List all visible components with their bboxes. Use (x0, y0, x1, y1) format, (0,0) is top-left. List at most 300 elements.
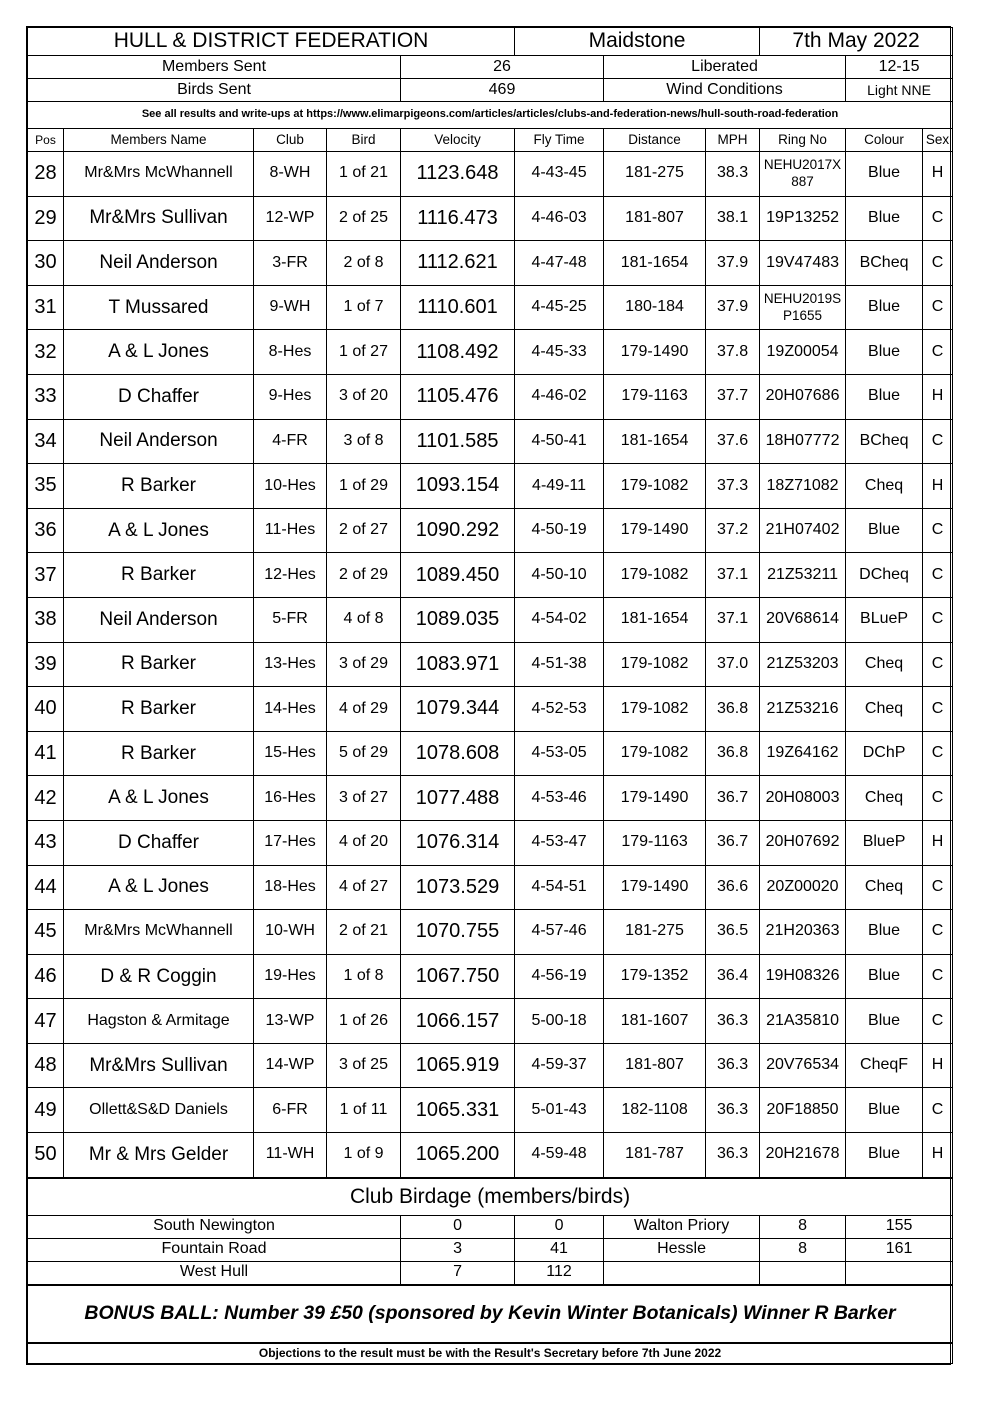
wind-value: Light NNE (846, 79, 953, 102)
col-name: Members Name (64, 129, 254, 152)
club-code: 11-WH (254, 1133, 327, 1178)
fly-time: 4-59-48 (515, 1133, 604, 1178)
birdage-club: South Newington (28, 1215, 401, 1238)
bird-colour: BCheq (846, 241, 923, 286)
ring-number: 21H07402 (760, 508, 846, 553)
bird-sex: C (923, 642, 953, 687)
result-row (28, 152, 953, 197)
bird-sex: C (923, 241, 953, 286)
bird-count: 1 of 29 (327, 464, 401, 509)
club-code: 16-Hes (254, 776, 327, 821)
ring-number: 20H21678 (760, 1133, 846, 1178)
fly-time: 4-52-53 (515, 687, 604, 732)
birdage-club: West Hull (28, 1261, 401, 1285)
birdage-members: 0 (401, 1215, 515, 1238)
fly-time: 5-01-43 (515, 1088, 604, 1133)
distance: 181-807 (604, 196, 706, 241)
velocity: 1076.314 (401, 820, 515, 865)
distance: 179-1163 (604, 820, 706, 865)
velocity: 1065.331 (401, 1088, 515, 1133)
distance: 179-1082 (604, 731, 706, 776)
bird-count: 3 of 25 (327, 1043, 401, 1088)
row-pos: 38 (28, 597, 64, 642)
bird-count: 3 of 27 (327, 776, 401, 821)
row-pos: 50 (28, 1133, 64, 1178)
bird-sex: C (923, 999, 953, 1044)
liberated-value: 12-15 (846, 56, 953, 79)
bird-sex: H (923, 1133, 953, 1178)
mph: 36.3 (706, 999, 760, 1044)
ring-number: NEHU2019S P1655 (760, 285, 846, 330)
result-row (28, 464, 953, 509)
distance: 181-1654 (604, 419, 706, 464)
result-row (28, 776, 953, 821)
row-pos: 33 (28, 374, 64, 419)
club-code: 3-FR (254, 241, 327, 286)
distance: 179-1490 (604, 330, 706, 375)
col-fly-time: Fly Time (515, 129, 604, 152)
birdage-birds: 112 (515, 1261, 604, 1285)
velocity: 1108.492 (401, 330, 515, 375)
ring-number: 19Z64162 (760, 731, 846, 776)
member-name: Neil Anderson (64, 419, 254, 464)
birdage-birds: 41 (515, 1238, 604, 1261)
bird-sex: C (923, 196, 953, 241)
mph: 36.8 (706, 731, 760, 776)
bird-colour: Blue (846, 999, 923, 1044)
result-row (28, 731, 953, 776)
bird-colour: Cheq (846, 865, 923, 910)
result-row (28, 910, 953, 955)
results-table (27, 27, 953, 1364)
club-code: 8-WH (254, 152, 327, 197)
bird-count: 2 of 29 (327, 553, 401, 598)
results-sheet (26, 26, 951, 1365)
club-code: 17-Hes (254, 820, 327, 865)
club-code: 5-FR (254, 597, 327, 642)
birdage-row (28, 1215, 953, 1238)
bird-sex: H (923, 1043, 953, 1088)
club-code: 11-Hes (254, 508, 327, 553)
club-code: 13-Hes (254, 642, 327, 687)
member-name: Mr & Mrs Gelder (64, 1133, 254, 1178)
racepoint: Maidstone (515, 28, 760, 56)
result-row (28, 1043, 953, 1088)
velocity: 1116.473 (401, 196, 515, 241)
birds-sent-row (28, 79, 953, 102)
bird-sex: C (923, 731, 953, 776)
bird-count: 1 of 8 (327, 954, 401, 999)
birdage-birds: 0 (515, 1215, 604, 1238)
bird-colour: BCheq (846, 419, 923, 464)
mph: 37.1 (706, 597, 760, 642)
birdage-club: Fountain Road (28, 1238, 401, 1261)
ring-number: 20F18850 (760, 1088, 846, 1133)
row-pos: 47 (28, 999, 64, 1044)
mph: 36.3 (706, 1043, 760, 1088)
distance: 179-1082 (604, 642, 706, 687)
col-ring: Ring No (760, 129, 846, 152)
ring-number: 19Z00054 (760, 330, 846, 375)
ring-number: 20Z00020 (760, 865, 846, 910)
mph: 37.2 (706, 508, 760, 553)
ring-number: 19H08326 (760, 954, 846, 999)
ring-number: 21H20363 (760, 910, 846, 955)
result-row (28, 954, 953, 999)
club-code: 18-Hes (254, 865, 327, 910)
birdage-row (28, 1238, 953, 1261)
member-name: R Barker (64, 687, 254, 732)
column-header-row (28, 129, 953, 152)
result-row (28, 999, 953, 1044)
distance: 181-275 (604, 152, 706, 197)
mph: 36.7 (706, 820, 760, 865)
birdage-birds (846, 1261, 953, 1285)
fly-time: 4-46-03 (515, 196, 604, 241)
bird-count: 3 of 29 (327, 642, 401, 687)
member-name: A & L Jones (64, 776, 254, 821)
bird-colour: Blue (846, 330, 923, 375)
ring-number: 20V76534 (760, 1043, 846, 1088)
bonus-ball-row (28, 1285, 953, 1343)
club-code: 4-FR (254, 419, 327, 464)
bonus-ball: BONUS BALL: Number 39 £50 (sponsored by Kevin Winter Botanicals) Winner R Barker (28, 1285, 953, 1343)
fly-time: 4-50-19 (515, 508, 604, 553)
birds-sent-value: 469 (401, 79, 604, 102)
bird-colour: DChP (846, 731, 923, 776)
row-pos: 43 (28, 820, 64, 865)
bird-count: 1 of 21 (327, 152, 401, 197)
velocity: 1090.292 (401, 508, 515, 553)
row-pos: 31 (28, 285, 64, 330)
result-row (28, 419, 953, 464)
member-name: Hagston & Armitage (64, 999, 254, 1044)
bird-count: 4 of 27 (327, 865, 401, 910)
bird-colour: Blue (846, 285, 923, 330)
velocity: 1067.750 (401, 954, 515, 999)
fly-time: 4-49-11 (515, 464, 604, 509)
mph: 37.9 (706, 241, 760, 286)
ring-number: 19P13252 (760, 196, 846, 241)
club-code: 6-FR (254, 1088, 327, 1133)
velocity: 1065.919 (401, 1043, 515, 1088)
mph: 37.1 (706, 553, 760, 598)
distance: 181-1654 (604, 597, 706, 642)
bird-sex: C (923, 687, 953, 732)
mph: 37.0 (706, 642, 760, 687)
bird-sex: C (923, 1088, 953, 1133)
club-code: 14-Hes (254, 687, 327, 732)
mph: 36.7 (706, 776, 760, 821)
fly-time: 4-50-10 (515, 553, 604, 598)
bird-colour: Cheq (846, 464, 923, 509)
bird-count: 3 of 20 (327, 374, 401, 419)
mph: 36.5 (706, 910, 760, 955)
fly-time: 4-45-33 (515, 330, 604, 375)
member-name: A & L Jones (64, 865, 254, 910)
velocity: 1083.971 (401, 642, 515, 687)
mph: 37.3 (706, 464, 760, 509)
bird-sex: C (923, 776, 953, 821)
bird-count: 4 of 29 (327, 687, 401, 732)
bird-colour: Blue (846, 508, 923, 553)
member-name: Neil Anderson (64, 597, 254, 642)
fly-time: 5-00-18 (515, 999, 604, 1044)
member-name: R Barker (64, 731, 254, 776)
member-name: A & L Jones (64, 330, 254, 375)
velocity: 1110.601 (401, 285, 515, 330)
club-code: 14-WP (254, 1043, 327, 1088)
mph: 37.6 (706, 419, 760, 464)
bird-sex: H (923, 820, 953, 865)
result-row (28, 1088, 953, 1133)
result-row (28, 330, 953, 375)
velocity: 1070.755 (401, 910, 515, 955)
bird-sex: H (923, 464, 953, 509)
fly-time: 4-43-45 (515, 152, 604, 197)
bird-sex: C (923, 419, 953, 464)
row-pos: 28 (28, 152, 64, 197)
row-pos: 41 (28, 731, 64, 776)
row-pos: 48 (28, 1043, 64, 1088)
velocity: 1093.154 (401, 464, 515, 509)
ring-number: NEHU2017X 887 (760, 152, 846, 197)
row-pos: 34 (28, 419, 64, 464)
col-sex: Sex (923, 129, 953, 152)
distance: 180-184 (604, 285, 706, 330)
liberated-label: Liberated (604, 56, 846, 79)
bird-sex: C (923, 330, 953, 375)
distance: 181-275 (604, 910, 706, 955)
member-name: R Barker (64, 464, 254, 509)
distance: 182-1108 (604, 1088, 706, 1133)
result-row (28, 642, 953, 687)
bird-sex: C (923, 954, 953, 999)
ring-number: 20H08003 (760, 776, 846, 821)
members-sent-row (28, 56, 953, 79)
member-name: A & L Jones (64, 508, 254, 553)
bird-colour: Blue (846, 152, 923, 197)
velocity: 1079.344 (401, 687, 515, 732)
ring-number: 21Z53203 (760, 642, 846, 687)
distance: 179-1163 (604, 374, 706, 419)
birdage-members: 7 (401, 1261, 515, 1285)
row-pos: 32 (28, 330, 64, 375)
bird-colour: Cheq (846, 687, 923, 732)
velocity: 1101.585 (401, 419, 515, 464)
member-name: R Barker (64, 553, 254, 598)
club-code: 9-WH (254, 285, 327, 330)
result-row (28, 820, 953, 865)
fly-time: 4-46-02 (515, 374, 604, 419)
birdage-members (760, 1261, 846, 1285)
distance: 181-787 (604, 1133, 706, 1178)
row-pos: 46 (28, 954, 64, 999)
birdage-birds: 155 (846, 1215, 953, 1238)
row-pos: 40 (28, 687, 64, 732)
distance: 179-1490 (604, 776, 706, 821)
col-colour: Colour (846, 129, 923, 152)
velocity: 1073.529 (401, 865, 515, 910)
birdage-members: 8 (760, 1238, 846, 1261)
bird-count: 1 of 26 (327, 999, 401, 1044)
birdage-members: 8 (760, 1215, 846, 1238)
row-pos: 45 (28, 910, 64, 955)
bird-colour: Blue (846, 1133, 923, 1178)
bird-sex: C (923, 285, 953, 330)
distance: 179-1490 (604, 508, 706, 553)
birdage-club (604, 1261, 760, 1285)
mph: 36.8 (706, 687, 760, 732)
fly-time: 4-56-19 (515, 954, 604, 999)
birdage-row (28, 1261, 953, 1285)
velocity: 1089.450 (401, 553, 515, 598)
bird-colour: BLueP (846, 597, 923, 642)
members-sent-label: Members Sent (28, 56, 401, 79)
col-pos: Pos (28, 129, 64, 152)
bird-sex: C (923, 865, 953, 910)
result-row (28, 508, 953, 553)
fly-time: 4-57-46 (515, 910, 604, 955)
bird-colour: Cheq (846, 776, 923, 821)
club-code: 19-Hes (254, 954, 327, 999)
birdage-birds: 161 (846, 1238, 953, 1261)
col-bird: Bird (327, 129, 401, 152)
birdage-title-row (28, 1178, 953, 1216)
row-pos: 44 (28, 865, 64, 910)
row-pos: 39 (28, 642, 64, 687)
fly-time: 4-54-02 (515, 597, 604, 642)
result-row (28, 241, 953, 286)
member-name: T Mussared (64, 285, 254, 330)
bird-count: 1 of 9 (327, 1133, 401, 1178)
bird-sex: H (923, 374, 953, 419)
fly-time: 4-53-46 (515, 776, 604, 821)
birds-sent-label: Birds Sent (28, 79, 401, 102)
member-name: R Barker (64, 642, 254, 687)
row-pos: 30 (28, 241, 64, 286)
result-row (28, 196, 953, 241)
race-date: 7th May 2022 (760, 28, 953, 56)
bird-colour: Cheq (846, 642, 923, 687)
distance: 179-1352 (604, 954, 706, 999)
velocity: 1089.035 (401, 597, 515, 642)
member-name: Mr&Mrs McWhannell (64, 910, 254, 955)
member-name: Mr&Mrs Sullivan (64, 1043, 254, 1088)
mph: 36.3 (706, 1088, 760, 1133)
col-velocity: Velocity (401, 129, 515, 152)
bird-colour: BlueP (846, 820, 923, 865)
bird-count: 2 of 8 (327, 241, 401, 286)
club-code: 15-Hes (254, 731, 327, 776)
fly-time: 4-53-05 (515, 731, 604, 776)
mph: 36.4 (706, 954, 760, 999)
bird-colour: Blue (846, 196, 923, 241)
ring-number: 21A35810 (760, 999, 846, 1044)
member-name: Mr&Mrs Sullivan (64, 196, 254, 241)
bird-count: 4 of 20 (327, 820, 401, 865)
bird-count: 1 of 7 (327, 285, 401, 330)
bird-colour: Blue (846, 910, 923, 955)
bird-count: 1 of 27 (327, 330, 401, 375)
ring-number: 21Z53211 (760, 553, 846, 598)
birdage-club: Hessle (604, 1238, 760, 1261)
bird-count: 3 of 8 (327, 419, 401, 464)
result-row (28, 285, 953, 330)
fly-time: 4-54-51 (515, 865, 604, 910)
bird-count: 2 of 27 (327, 508, 401, 553)
bird-count: 5 of 29 (327, 731, 401, 776)
velocity: 1078.608 (401, 731, 515, 776)
fly-time: 4-50-41 (515, 419, 604, 464)
birdage-members: 3 (401, 1238, 515, 1261)
bird-colour: DCheq (846, 553, 923, 598)
ring-number: 20V68614 (760, 597, 846, 642)
result-row (28, 374, 953, 419)
mph: 36.3 (706, 1133, 760, 1178)
row-pos: 36 (28, 508, 64, 553)
mph: 38.1 (706, 196, 760, 241)
result-row (28, 553, 953, 598)
distance: 179-1082 (604, 553, 706, 598)
wind-label: Wind Conditions (604, 79, 846, 102)
ring-number: 18Z71082 (760, 464, 846, 509)
bird-sex: C (923, 910, 953, 955)
result-row (28, 1133, 953, 1178)
club-code: 10-WH (254, 910, 327, 955)
distance: 179-1082 (604, 464, 706, 509)
bird-colour: Blue (846, 1088, 923, 1133)
ring-number: 19V47483 (760, 241, 846, 286)
distance: 179-1082 (604, 687, 706, 732)
row-pos: 49 (28, 1088, 64, 1133)
birdage-title: Club Birdage (members/birds) (28, 1178, 953, 1216)
mph: 36.6 (706, 865, 760, 910)
fly-time: 4-47-48 (515, 241, 604, 286)
results-note-row (28, 102, 953, 129)
distance: 181-1654 (604, 241, 706, 286)
member-name: Neil Anderson (64, 241, 254, 286)
fly-time: 4-51-38 (515, 642, 604, 687)
result-row (28, 687, 953, 732)
member-name: D & R Coggin (64, 954, 254, 999)
member-name: D Chaffer (64, 374, 254, 419)
birdage-club: Walton Priory (604, 1215, 760, 1238)
objections-row (28, 1343, 953, 1364)
member-name: Mr&Mrs McWhannell (64, 152, 254, 197)
distance: 179-1490 (604, 865, 706, 910)
row-pos: 29 (28, 196, 64, 241)
row-pos: 37 (28, 553, 64, 598)
velocity: 1066.157 (401, 999, 515, 1044)
results-note: See all results and write-ups at https://www.elimarpigeons.com/articles/articles/clubs-and-federation-news/hull-south-road-federation (28, 102, 953, 129)
row-pos: 35 (28, 464, 64, 509)
velocity: 1105.476 (401, 374, 515, 419)
velocity: 1077.488 (401, 776, 515, 821)
col-mph: MPH (706, 129, 760, 152)
objections-note: Objections to the result must be with the Result's Secretary before 7th June 2022 (28, 1343, 953, 1364)
club-code: 9-Hes (254, 374, 327, 419)
bird-count: 4 of 8 (327, 597, 401, 642)
bird-count: 2 of 21 (327, 910, 401, 955)
row-pos: 42 (28, 776, 64, 821)
member-name: Ollett&S&D Daniels (64, 1088, 254, 1133)
bird-colour: Blue (846, 374, 923, 419)
ring-number: 21Z53216 (760, 687, 846, 732)
mph: 37.9 (706, 285, 760, 330)
velocity: 1123.648 (401, 152, 515, 197)
bird-sex: C (923, 597, 953, 642)
